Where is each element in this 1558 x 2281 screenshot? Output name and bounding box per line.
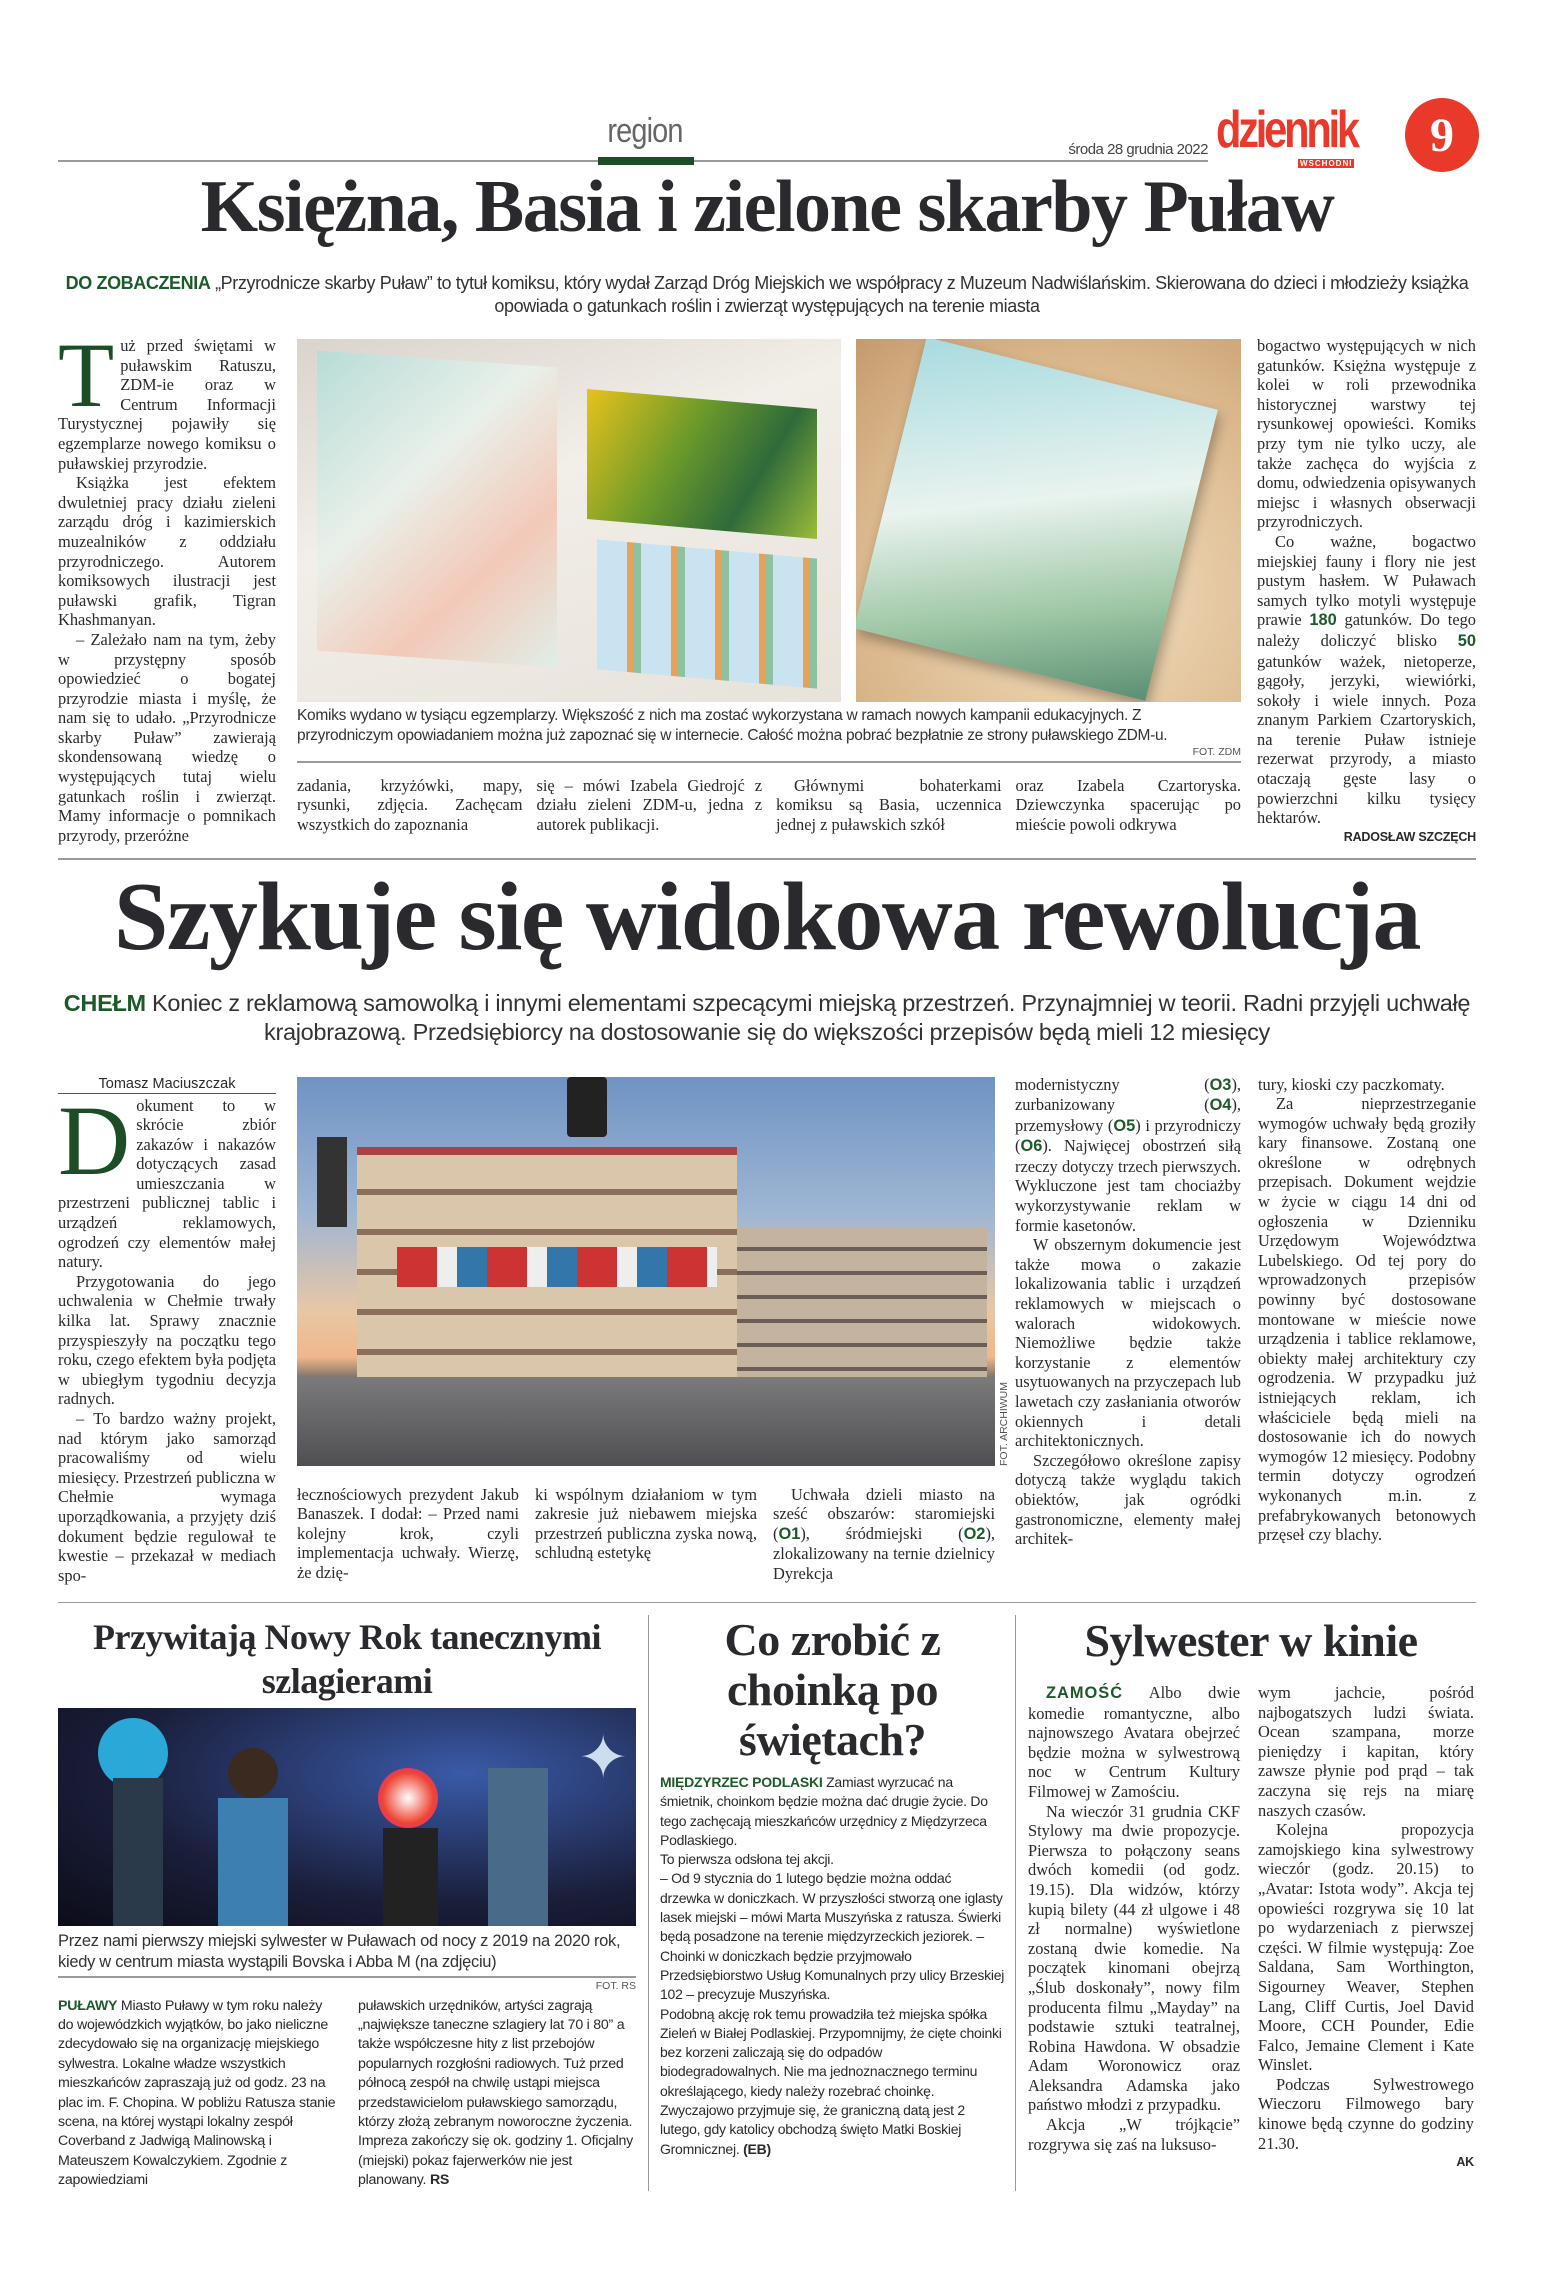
article-2-under-columns <box>297 1485 995 1584</box>
paragraph <box>297 776 523 835</box>
paragraph <box>58 1272 276 1409</box>
performer-1 <box>113 1778 163 1926</box>
paragraph: Na wieczór 31 grudnia CKF Stylowy ma dwie propozycje. Pierwsza to połączony seans dwóch komedii (od godz. 19.15). Dla widzów, którzy kupią bilety (44 zł ulgowe i 48 zł normalne) wyświetlone zostaną dwie komedie. Na początek kinomani obejrzą „Ślub doskonały”, nowy film producenta filmu „Mayday” na podstawie sztuki teatralnej, Robina Hawdona. W obsadzie Adam Woronowicz oraz Aleksandra Adamska jako państwo młodzi z przypadku. <box>1028 1801 1240 2115</box>
paragraph <box>1258 1820 1474 2075</box>
performer-4 <box>488 1768 548 1926</box>
article-2-media <box>297 1075 1010 1584</box>
paragraph <box>1258 2075 1474 2153</box>
article-1 <box>58 166 1476 848</box>
text-segment: Książka jest efektem dwuletniej pracy działu zieleni zarządu dróg i kazimierskich muzealników z oddziału przyrodniczego. Autorem komiksowych ilustracji jest puławski grafik, Tigran Khashmanyan. <box>58 473 276 630</box>
article-2 <box>58 862 1476 1596</box>
paragraph <box>1016 776 1242 835</box>
paragraph <box>1258 1094 1476 1545</box>
text-segment: oraz Izabela Czartoryska. Dziewczynka spacerując po mieście powoli odkrywa <box>1015 775 1241 834</box>
paragraph <box>58 1409 276 1585</box>
text-segment: Co ważne, bogactwo miejskiej fauny i flory nie jest pustym hasłem. W Puławach samych tylko motyli występuje prawie <box>1257 531 1476 630</box>
article-2-lead <box>58 989 1476 1047</box>
page-number: 9 <box>1405 98 1479 172</box>
article-1-lead <box>58 272 1476 318</box>
section-divider <box>58 1602 1476 1604</box>
paragraph <box>1257 336 1476 532</box>
article-1-column-right <box>1257 336 1476 847</box>
highlighted-value: 180 <box>1309 611 1337 630</box>
article-5-author: AK <box>1456 2155 1474 2170</box>
text-segment: ki wspólnym działaniom w tym zakresie już niebawem miejska przestrzeń publiczna zyska nową, schludną estetykę <box>535 1484 757 1563</box>
article-4-body <box>660 1773 1005 2159</box>
article-3-column-1 <box>58 1997 336 2191</box>
article-2-under-col-2 <box>535 1485 757 1584</box>
paragraph <box>1258 1075 1476 1095</box>
concert-photo <box>58 1708 636 1926</box>
article-5-column-1 <box>1028 1683 1240 2173</box>
newspaper-logo <box>1216 101 1396 170</box>
highlighted-value: O2 <box>963 1524 986 1543</box>
text-segment: ), zlokalizowany na ternie dzielnicy Dyrekcja <box>773 1523 995 1583</box>
article-1-author: RADOSŁAW SZCZĘCH <box>1343 829 1476 844</box>
text-segment: wym jachcie, pośród najbogatszych ludzi świata. Ocean szampana, morze pieniędzy i kapitan, który zawsze płynie pod prąd – tak zaczyna się rejs na miarę naszych czasów. <box>1258 1683 1474 1820</box>
article-2-kicker: CHEŁM <box>63 989 146 1016</box>
comic-page-left <box>317 351 557 668</box>
caption-rule <box>58 1976 636 1978</box>
traffic-light <box>567 1077 607 1137</box>
performer-3 <box>383 1828 438 1926</box>
text-segment: ) i przyrodniczy ( <box>1015 1115 1241 1156</box>
paragraph <box>1015 1075 1241 1236</box>
performer-wig-red <box>378 1768 438 1828</box>
article-5 <box>1028 1615 1474 2191</box>
article-3-columns <box>58 1997 636 2191</box>
text-segment: bogactwo występujących w nich gatunków. Księżna występuje z kolei w roli przewodnika historycznej warstwy tej rysunkowej opowieści. Komiks przy tym nie tylko uczy, ale także zachęca do wyjścia z domu, odwiedzenia opisywanych miejsc i własnych obserwacji przyrodniczych. <box>1257 336 1476 532</box>
article-5-columns <box>1028 1683 1474 2173</box>
article-3-author: RS <box>429 2172 450 2189</box>
highlighted-value: O6 <box>1020 1137 1043 1156</box>
article-1-under-col-4 <box>1016 776 1242 835</box>
article-2-under-col-3 <box>773 1485 995 1584</box>
article-5-kicker: ZAMOŚĆ <box>1046 1684 1124 1702</box>
article-3-photo-credit: FOT. RS <box>595 1979 636 1992</box>
paragraph <box>58 473 276 630</box>
text-segment: tury, kioski czy paczkomaty. <box>1258 1074 1445 1094</box>
article-1-column-1 <box>58 324 276 845</box>
article-5-column-2 <box>1258 1683 1474 2173</box>
article-1-caption: Komiks wydano w tysiącu egzemplarzy. Większość z nich ma zostać wykorzystana w ramach nowych kampanii edukacyjnych. Z przyrodniczym opowiadaniem można już zapoznać się w internecie. Całość można pobrać bezpłatnie ze strony puławskiego ZDM-u. <box>297 707 1168 744</box>
text-segment: Podczas Sylwestrowego Wieczoru Filmowego bary kinowe będą czynne do godziny 21.30. <box>1258 2074 1474 2153</box>
article-1-kicker: DO ZOBACZENIA <box>65 273 211 293</box>
text-segment: okument to w skrócie zbiór zakazów i nakazów dotyczących zasad umieszczania w przestrzeni publicznej tablic i urządzeń reklamowych, ogrodzeń czy elementów małej natury. <box>58 1095 276 1272</box>
building-right <box>737 1227 987 1377</box>
column-divider <box>648 1615 649 2191</box>
book-cover <box>856 339 1218 701</box>
paragraph: Akcja „W trójkącie” rozgrywa się zaś na luksuso- <box>1028 2115 1240 2154</box>
article-1-under-col-2 <box>537 776 763 835</box>
section-label: region <box>607 112 683 150</box>
section-marker <box>598 157 694 165</box>
article-4-headline: Co zrobić z choinką po świętach? <box>724 1614 941 1765</box>
text-segment: łecznościowych prezydent Jakub Banaszek. I dodał: – Przed nami kolejny krok, czyli implementacja uchwały. Wierzę, że dzię- <box>297 1484 519 1582</box>
article-1-photo-credit: FOT. ZDM <box>1192 746 1241 758</box>
drop-cap: T <box>58 324 115 426</box>
article-5-headline: Sylwester w kinie <box>1084 1615 1418 1666</box>
logo-subtitle: WSCHODNI <box>1300 159 1353 168</box>
article-2-column-3 <box>1015 1075 1241 1549</box>
city-street-photo <box>297 1077 995 1466</box>
text-segment: To pierwsza odsłona tej akcji. <box>660 1851 834 1868</box>
text-segment: ). Najwięcej obostrzeń siłą rzeczy dotyczy trzech pierwszych. Wykluczone jest tam chociażby wykorzystywanie reklam w formie kasetonów. <box>1015 1136 1241 1235</box>
caption-rule <box>297 761 1241 763</box>
text-segment: zadania, krzyżówki, mapy, rysunki, zdjęcia. Zachęcam wszystkich do zapoznania <box>297 775 523 834</box>
issue-date: środa 28 grudnia 2022 <box>1068 141 1208 158</box>
article-2-column-4 <box>1258 1075 1476 1545</box>
article-3-caption: Przez nami pierwszy miejski sylwester w Puławach od nocy z 2019 na 2020 rok, kiedy w centrum miasta wystąpili Bovska i Abba M (na zdjęciu) <box>58 1932 621 1971</box>
article-3 <box>58 1615 636 2191</box>
drop-cap: D <box>58 1084 131 1196</box>
text-segment: Podobną akcję rok temu prowadziła też miejska spółka Zieleń w Białej Podlaskiej. Przypomnijmy, że cięte choinki bez korzeni zaliczają się do odpadów biodegradowalnych. Nie ma jednoznacznego terminu określającego, kiedy należy rozebrać choinkę. Zwyczajowo przyjmuje się, że graniczną datą jest 2 lutego, gdy katolicy obchodzą święto Matki Boskiej Gromnicznej. <box>660 2005 1002 2157</box>
article-1-under-col-1 <box>297 776 523 835</box>
article-3-column-2 <box>358 1997 636 2191</box>
paragraph <box>1015 1451 1241 1549</box>
paragraph <box>660 1851 834 1867</box>
text-segment: W obszernym dokumencie jest także mowa o zakazie lokalizowania tablic i urządzeń reklamowych w miejscach o walorach widokowych. Niemożliwe będzie także korzystanie z elementów usytuowanych na przyczepach lub lawetach czy zasłaniania otworów okiennych i detali architektonicznych. <box>1015 1235 1241 1451</box>
article-4-author: (EB) <box>743 2140 771 2157</box>
text-segment: gatunków ważek, nietoperze, gągoły, jerzyki, wiewiórki, sokoły i wiele innych. Poza znanym Parkiem Czartoryskich, na terenie Puław istnieje rezerwat przyrody, a miasto otaczają gęste lasy o powierzchni kilku tysięcy hektarów. <box>1257 651 1476 828</box>
star-decoration-icon: ✦ <box>578 1725 629 1791</box>
article-2-photo-credit: FOT. ARCHIWUM <box>998 1381 1010 1466</box>
text-segment: modernistyczny ( <box>1015 1074 1210 1094</box>
text-segment: Głównymi bohaterkami komiksu są Basia, uczennica jednej z puławskich szkół <box>776 775 1002 834</box>
article-1-media <box>297 336 1241 834</box>
article-1-under-columns <box>297 776 1241 835</box>
text-segment: – Od 9 stycznia do 1 lutego będzie można oddać drzewka w doniczkach. W przyszłości stworzą one iglasty lasek miejski – mówi Marta Muszyńska z ratusza. Świerki będą posadzone na terenie międzyrzeckich jeziorek. – Choinki w doniczkach będzie przyjmowało Przedsiębiorstwo Usług Komunalnych przy ulicy Brzeskiej 102 – precyzuje Muszyńska. <box>660 1870 1005 2003</box>
paragraph <box>537 776 763 835</box>
logo-text: dziennik <box>1216 101 1357 159</box>
highlighted-value: 50 <box>1457 631 1476 650</box>
text-segment: Uchwała dzieli miasto na sześć obszarów: staromiejski ( <box>773 1484 995 1543</box>
paragraph <box>773 1485 995 1584</box>
article-3-text-2: puławskich urzędników, artyści zagrają „największe taneczne szlagiery lat 70 i 80” a także współczesne hity z list przebojów popularnych rozgłośni radiowych. Tuż przed północą zespół na chwilę ustąpi miejsca przedstawicielom puławskiego samorządu, którzy złożą zebranym noworoczne życzenia. Impreza zakończy się ok. godziny 1. Oficjalny (miejski) pokaz fajerwerków nie jest planowany. <box>358 1997 633 2189</box>
article-1-under-col-3 <box>776 776 1002 835</box>
text-segment: się – mówi Izabela Giedrojć z działu zieleni ZDM-u, jedna z autorek publikacji. <box>536 775 762 834</box>
performer-2-head <box>228 1748 278 1798</box>
comic-book-photo <box>297 339 841 702</box>
text-segment: gatunków. Do tego należy doliczyć blisko <box>1257 610 1476 650</box>
comic-panel-plant <box>587 389 817 539</box>
highlighted-value: O3 <box>1209 1075 1232 1094</box>
article-4-kicker: MIĘDZYRZEC PODLASKI <box>660 1774 823 1790</box>
text-segment: ), zurbanizowany ( <box>1015 1074 1241 1115</box>
paragraph: Albo dwie komedie romantyczne, albo najnowszego Avatara obejrzeć będzie można w sylwestrową noc w Centrum Kultury Filmowej w Zamościu. <box>1028 1683 1240 1801</box>
paragraph <box>1257 532 1476 828</box>
performer-2 <box>218 1798 288 1926</box>
article-2-column-1 <box>58 1075 276 1586</box>
shop-signs <box>397 1247 717 1287</box>
article-1-lead-text: „Przyrodnicze skarby Puław” to tytuł komiksu, który wydał Zarząd Dróg Miejskich we współpracy z Muzeum Nadwiślańskim. Skierowana do dzieci i młodzieży książka opowiada o gatunkach roślin i zwierząt występujących na terenie miasta <box>215 273 1469 316</box>
bottom-articles <box>58 1615 1476 2211</box>
text-segment: – Zależało nam na tym, żeby w przystępny sposób opowiedzieć o bogatej przyrodzie miasta i myślę, że nam się to udało. „Przyrodnicze skarby Puław” zawierają skondensowaną wiedzę o występujących tutaj wielu gatunkach roślin i zwierząt. Mamy informacje o pomnikach przyrody, przeróżne <box>58 629 276 845</box>
paragraph <box>535 1485 757 1563</box>
text-segment: Kolejna propozycja zamojskiego kina sylwestrowy wieczór (godz. 20.15) to „Avatar: Istota wody”. Akcja tej opowieści rozgrywa się 10 lat po wydarzeniach z pierwszej części. W filmie występują: Zoe Saldana, Sam Worthington, Sigourney Weaver, Stephen Lang, Cliff Curtis, Joel David Moore, CCH Pounder, Edie Falco, Jemaine Clement i Kate Winslet. <box>1258 1820 1474 2075</box>
text-segment: Zamiast wyrzucać na śmietnik, choinkom będzie można dać drugie życie. Do tego zachęcają mieszkańców urzędnicy z Międzyrzeca Podlaskiego. <box>660 1774 988 1848</box>
paragraph <box>297 1485 519 1583</box>
article-3-kicker: PUŁAWY <box>58 1997 118 2014</box>
paragraph <box>58 630 276 846</box>
highlighted-value: O4 <box>1209 1096 1232 1115</box>
article-1-photos <box>297 339 1241 702</box>
text-segment: Za nieprzestrzeganie wymogów uchwały będą groziły kary finansowe. Zostaną one określone w odrębnych przepisach. Dokument wejdzie w życie w ciągu 14 dni od ogłoszenia w Dzienniku Urzędowym Województwa Lubelskiego. Od tej pory do wprowadzonych przepisów powinny być dostosowane montowane w mieście nowe urządzenia i tablice reklamowe, obiekty małej architektury czy ogrodzenia. W przypadku już istniejących reklam, ich właściciele będą mieli na dostosowanie ich do nowych wymogów 12 miesięcy. Podobny termin dotyczy ogrodzeń wykonanych m.in. z prefabrykowanych betonowych przęseł czy blachy. <box>1258 1094 1476 1545</box>
article-1-headline: Księżna, Basia i zielone skarby Puław <box>200 166 1334 248</box>
text-segment: ), śródmiejski ( <box>800 1523 964 1543</box>
article-2-body <box>58 1075 1476 1596</box>
article-4 <box>660 1615 1005 2191</box>
byline: Tomasz Maciuszczak <box>58 1075 276 1094</box>
article-2-headline: Szykuje się widokowa rewolucja <box>113 862 1421 971</box>
text-segment: Przygotowania do jego uchwalenia w Chełmie trwały kilka lat. Sprawy znacznie przyspieszyły na początku tego roku, czego efektem była podjęta w ubiegłym tygodniu decyzja radnych. <box>58 1271 276 1409</box>
comic-cover-photo <box>856 339 1241 702</box>
paragraph <box>776 776 1002 835</box>
paragraph <box>660 2006 1002 2157</box>
highlighted-value: O5 <box>1113 1116 1136 1135</box>
column-divider <box>1015 1615 1016 2191</box>
text-segment: Szczegółowo określone zapisy dotyczą także wyglądu takich obiektów, jak ogródki gastronomiczne, elementy małej architek- <box>1015 1450 1241 1549</box>
road <box>297 1377 995 1466</box>
paragraph <box>1258 1683 1474 1820</box>
article-2-under-col-1 <box>297 1485 519 1584</box>
page-content <box>58 166 1476 2211</box>
text-segment: ), przemysłowy ( <box>1015 1095 1241 1135</box>
paragraph <box>660 1870 1004 2002</box>
paragraph <box>1015 1235 1241 1451</box>
article-3-text-1: Miasto Puławy w tym roku należy do wojewódzkich wyjątków, bo jako nieliczne zdecydowało się na organizację miejskiego sylwestra. Lokalne władze wszystkich mieszkańców zapraszają już od godz. 23 na plac im. F. Chopina. W pobliżu Ratusza stanie scena, na której wystąpi lokalny zespół Coverband z Jadwigą Malinowską i Mateuszem Kowalczykiem. Zgodnie z zapowiedziami <box>58 1997 336 2189</box>
text-segment: – To bardzo ważny projekt, nad którym jako samorząd pracowaliśmy od wielu miesięcy. Przestrzeń publiczna w Chełmie wymaga uporządkowania, a przyjęty dziś dokument będzie regulował te kwestie – przekazał w mediach spo- <box>58 1409 276 1585</box>
comic-panel-grid <box>597 539 817 688</box>
section-divider <box>58 858 1476 860</box>
text-segment: uż przed świętami w puławskim Ratuszu, ZDM-ie oraz w Centrum Informacji Turystycznej pojawiły się egzemplarze nowego komiksu o puławskiej przyrodzie. <box>58 336 276 473</box>
article-2-lead-text: Koniec z reklamową samowolką i innymi elementami szpecącymi miejską przestrzeń. Przynajmniej w teorii. Radni przyjęli uchwałę krajobrazową. Przedsiębiorcy na dostosowanie się do większości przepisów będą mieli 12 miesięcy <box>152 989 1471 1045</box>
article-3-headline: Przywitają Nowy Rok tanecznymi szlagierami <box>93 1617 601 1701</box>
traffic-light-left <box>317 1137 347 1227</box>
highlighted-value: O1 <box>778 1524 801 1543</box>
article-1-body <box>58 324 1476 848</box>
